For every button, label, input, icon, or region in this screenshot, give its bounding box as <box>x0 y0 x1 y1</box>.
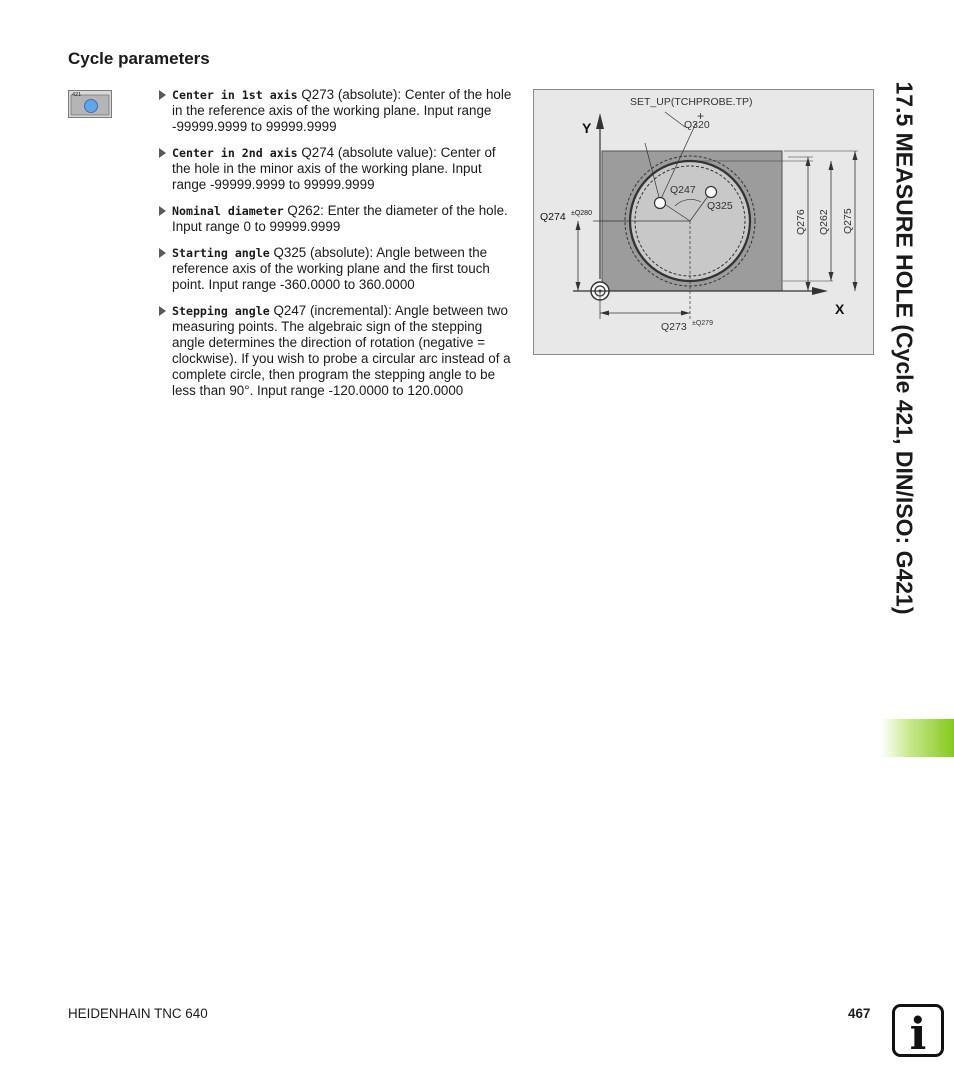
label-q279: ±Q279 <box>692 320 713 327</box>
param-desc: Q325 (absolute): Angle between the reference axis of the working plane and the first touch point. Input range -360.0000 to 360.0000 <box>172 245 490 292</box>
chapter-side-title: 17.5 MEASURE HOLE (Cycle 421, DIN/ISO: G421) <box>891 81 918 615</box>
label-q275: Q275 <box>842 208 854 234</box>
axis-x-label: X <box>835 301 845 317</box>
label-q247: Q247 <box>670 184 696 196</box>
plus-sign: + <box>697 109 705 123</box>
label-q274: Q274 <box>540 211 566 223</box>
chapter-tab <box>881 719 954 757</box>
param-name: Stepping angle <box>172 304 270 318</box>
param-item <box>158 203 513 235</box>
info-glyph: i <box>909 1009 927 1057</box>
triangle-right-icon <box>159 306 166 316</box>
param-desc: Q262: Enter the diameter of the hole. Input range 0 to 99999.9999 <box>172 203 508 234</box>
triangle-right-icon <box>159 90 166 100</box>
param-name: Center in 1st axis <box>172 88 298 102</box>
param-item <box>158 303 513 399</box>
label-q325: Q325 <box>707 200 733 212</box>
param-name: Center in 2nd axis <box>172 146 298 160</box>
param-item <box>158 245 513 293</box>
param-desc: Q247 (incremental): Angle between two measuring points. The algebraic sign of the stepping angle determines the direction of rotation (negative = clockwise). If you wish to probe a circular arc instead of a complete circle, then program the stepping angle to be less than 90°. Input range -120.0000 to 120.0000 <box>172 303 511 398</box>
param-name: Starting angle <box>172 246 270 260</box>
touch-point-1 <box>655 198 666 209</box>
label-q320: Q320 <box>684 119 710 131</box>
setup-label: SET_UP(TCHPROBE.TP) <box>630 96 753 108</box>
info-icon <box>892 1004 944 1057</box>
param-desc: Q273 (absolute): Center of the hole in the reference axis of the working plane. Input range -99999.9999 to 99999.9999 <box>172 87 512 134</box>
cycle-421-icon <box>68 90 112 118</box>
section-title: Cycle parameters <box>68 49 210 68</box>
label-q276: Q276 <box>795 209 807 235</box>
triangle-right-icon <box>159 248 166 258</box>
param-desc: Q274 (absolute value): Center of the hole in the minor axis of the working plane. Input range -99999.9999 to 99999.9999 <box>172 145 496 192</box>
parameter-list <box>158 87 513 409</box>
param-item <box>158 87 513 135</box>
axis-y-label: Y <box>582 120 592 136</box>
label-q273: Q273 <box>661 321 687 333</box>
label-q280: ±Q280 <box>571 210 592 217</box>
footer-product: HEIDENHAIN TNC 640 <box>68 1006 208 1021</box>
measure-hole-diagram <box>533 89 874 355</box>
touch-point-2 <box>706 187 717 198</box>
param-item <box>158 145 513 193</box>
triangle-right-icon <box>159 148 166 158</box>
cycle-icon-label: 421 <box>72 92 82 98</box>
triangle-right-icon <box>159 206 166 216</box>
page-number: 467 <box>848 1006 871 1021</box>
label-q262: Q262 <box>818 209 830 235</box>
param-name: Nominal diameter <box>172 204 284 218</box>
